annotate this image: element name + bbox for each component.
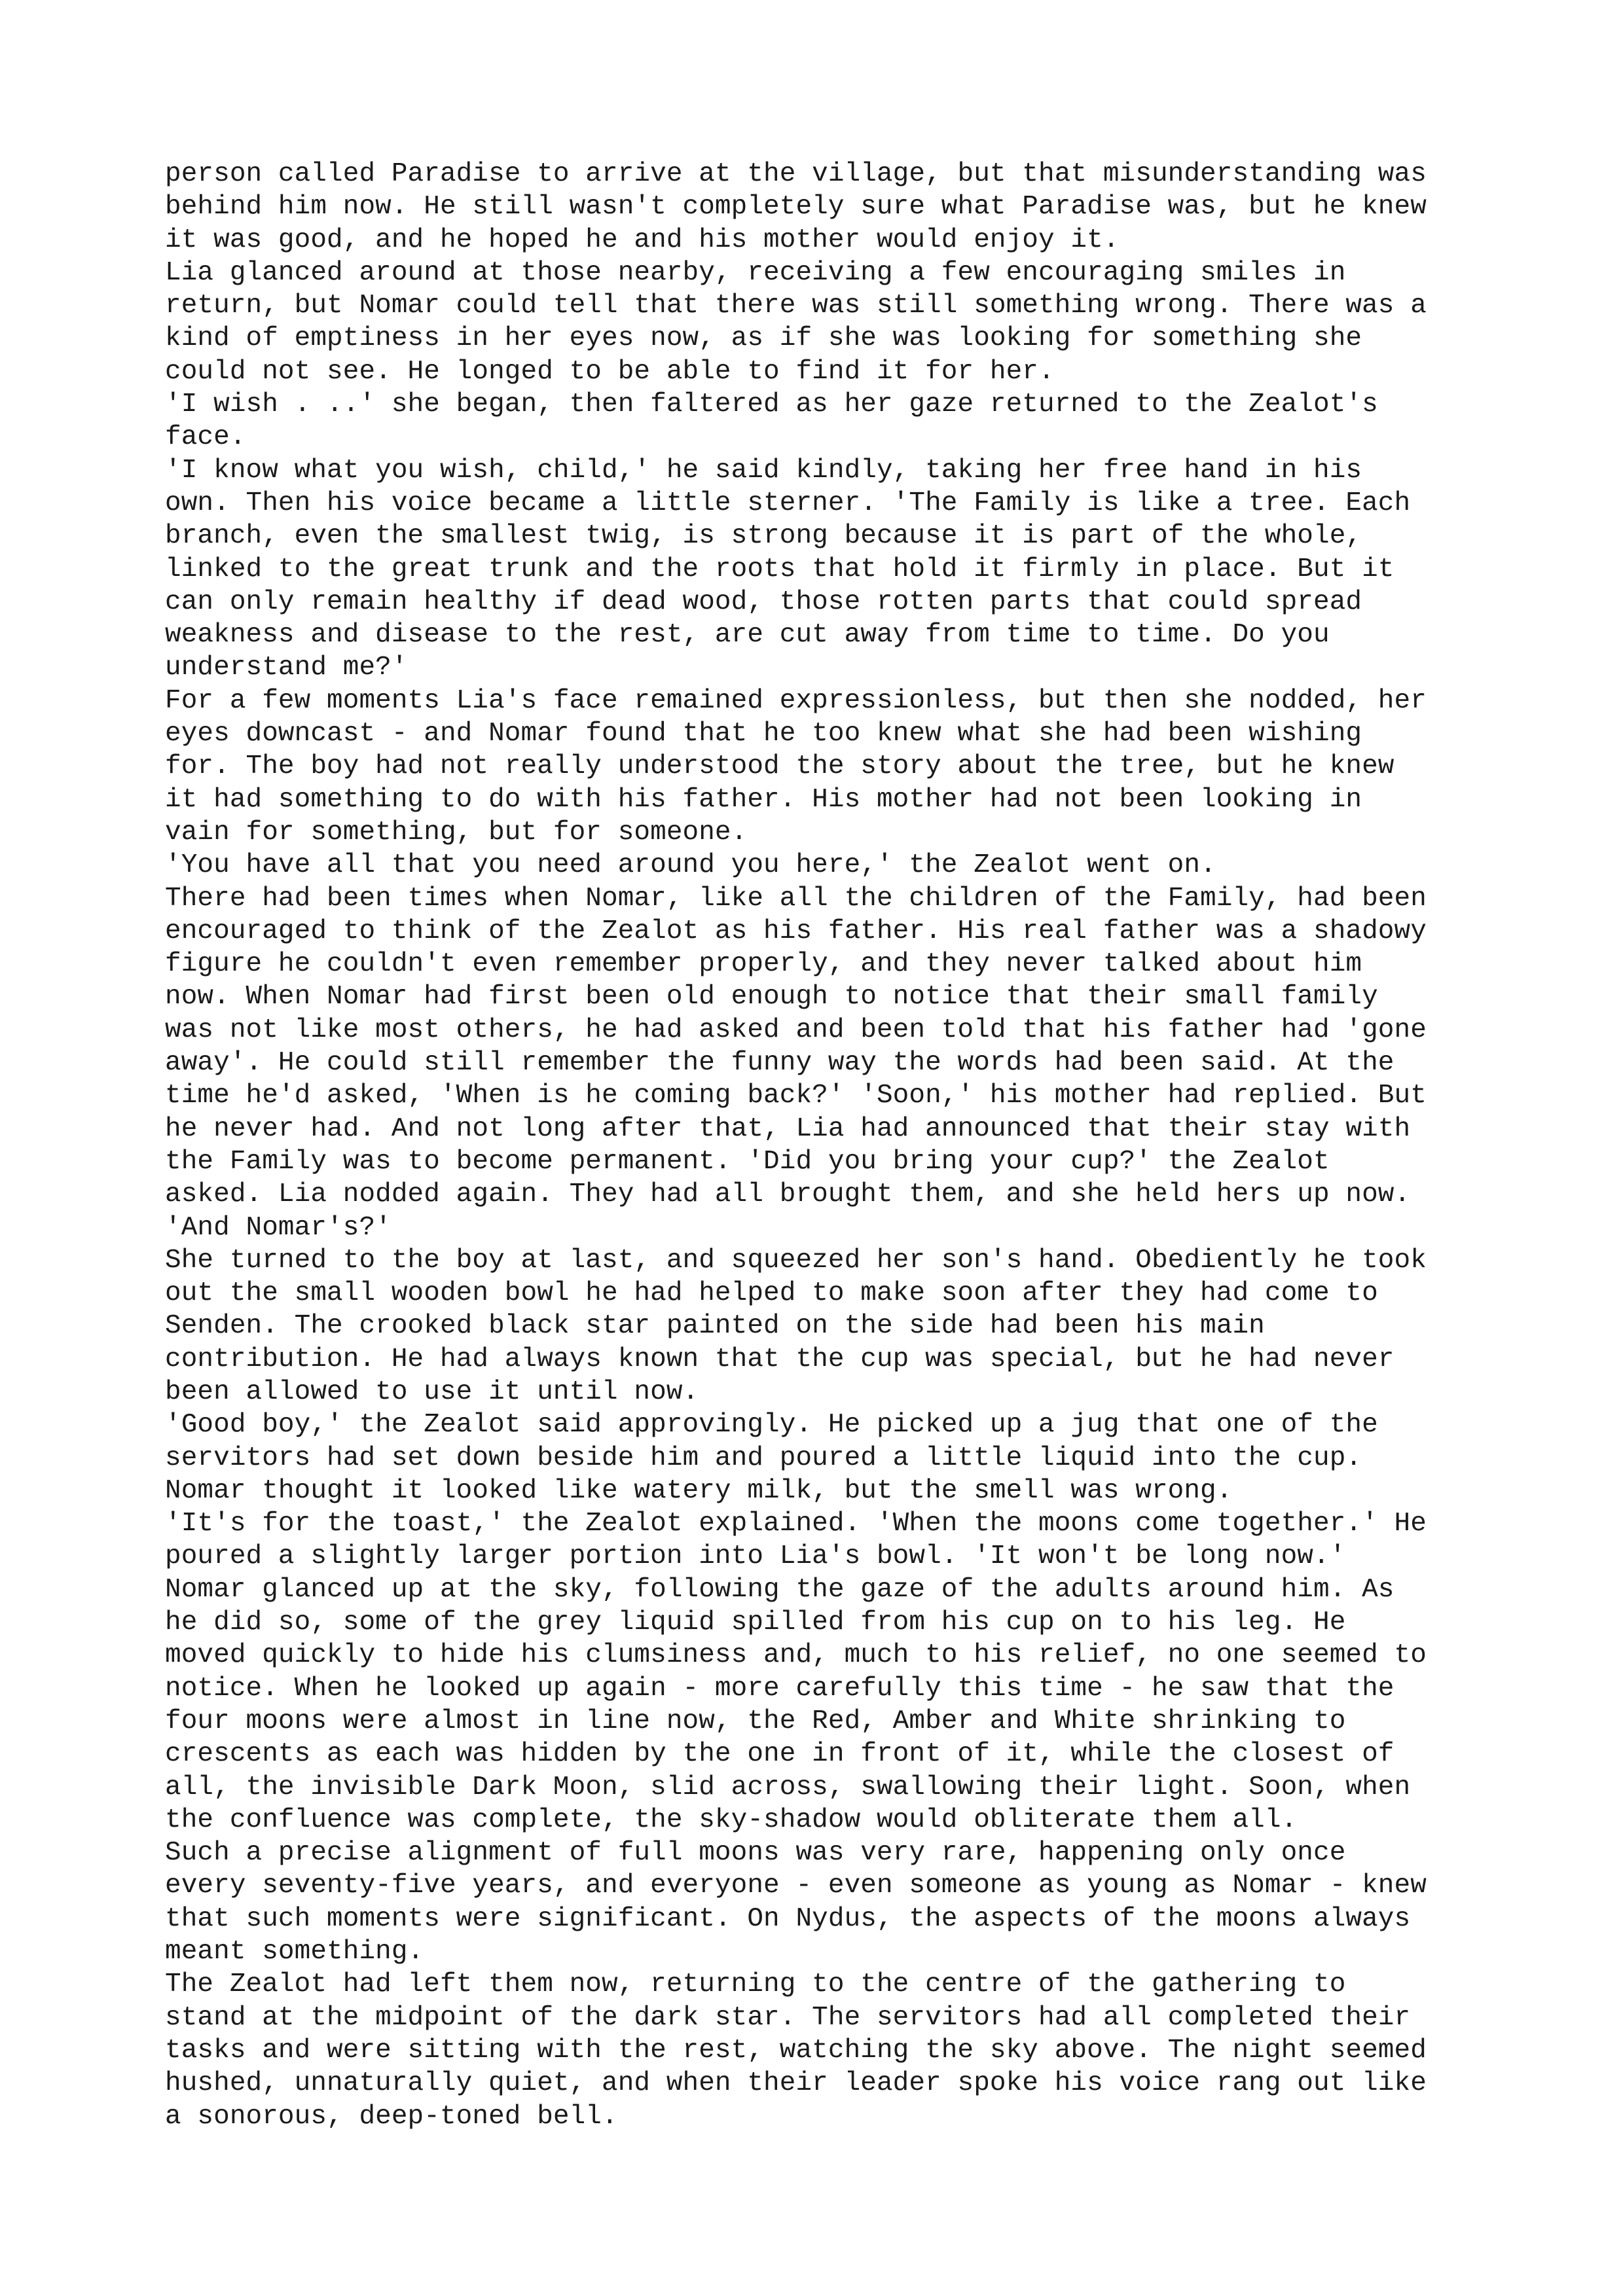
text-line: 'It's for the toast,' the Zealot explained. 'When the moons come together.' He: [165, 1509, 1427, 1539]
text-line: was not like most others, he had asked and been told that his father had 'gone: [165, 1014, 1427, 1045]
text-line: the confluence was complete, the sky-shadow would obliterate them all.: [165, 1804, 1298, 1835]
text-line: 'And Nomar's?': [165, 1212, 392, 1243]
text-line: for. The boy had not really understood the story about the tree, but he knew: [165, 751, 1395, 782]
text-line: could not see. He longed to be able to find it for her.: [165, 356, 1055, 387]
text-line: There had been times when Nomar, like all the children of the Family, had been: [165, 883, 1427, 914]
text-line: can only remain healthy if dead wood, those rotten parts that could spread: [165, 586, 1362, 617]
text-line: it was good, and he hoped he and his mother would enjoy it.: [165, 224, 1120, 255]
text-line: Such a precise alignment of full moons was very rare, happening only once: [165, 1838, 1346, 1869]
text-line: notice. When he looked up again - more carefully this time - he saw that the: [165, 1673, 1395, 1704]
text-line: face.: [165, 422, 246, 453]
text-line: weakness and disease to the rest, are cut away from time to time. Do you: [165, 620, 1330, 651]
text-line: kind of emptiness in her eyes now, as if she was looking for something she: [165, 323, 1362, 354]
text-line: eyes downcast - and Nomar found that he too knew what she had been wishing: [165, 719, 1362, 749]
text-line: moved quickly to hide his clumsiness and, much to his relief, no one seemed to: [165, 1640, 1427, 1671]
text-line: that such moments were significant. On Nydus, the aspects of the moons always: [165, 1903, 1411, 1934]
body-text: [165, 158, 1474, 2133]
text-line: 'Good boy,' the Zealot said approvingly. He picked up a jug that one of the: [165, 1410, 1378, 1441]
text-line: 'I know what you wish, child,' he said kindly, taking her free hand in his: [165, 455, 1362, 486]
text-line: return, but Nomar could tell that there was still something wrong. There was a: [165, 291, 1427, 321]
text-line: Lia glanced around at those nearby, receiving a few encouraging smiles in: [165, 257, 1346, 288]
text-line: a sonorous, deep-toned bell.: [165, 2101, 618, 2132]
text-line: time he'd asked, 'When is he coming back?' 'Soon,' his mother had replied. But: [165, 1081, 1427, 1111]
text-line: meant something.: [165, 1937, 424, 1967]
text-line: The Zealot had left them now, returning to the centre of the gathering to: [165, 1969, 1346, 2000]
text-line: four moons were almost in line now, the Red, Amber and White shrinking to: [165, 1706, 1346, 1736]
text-line: Senden. The crooked black star painted on the side had been his main: [165, 1311, 1265, 1342]
text-line: out the small wooden bowl he had helped to make soon after they had come to: [165, 1278, 1378, 1309]
text-line: asked. Lia nodded again. They had all brought them, and she held hers up now.: [165, 1179, 1411, 1210]
text-line: tasks and were sitting with the rest, watching the sky above. The night seemed: [165, 2035, 1427, 2066]
text-line: stand at the midpoint of the dark star. The servitors had all completed their: [165, 2002, 1411, 2033]
text-line: branch, even the smallest twig, is strong because it is part of the whole,: [165, 521, 1362, 552]
text-line: hushed, unnaturally quiet, and when their leader spoke his voice rang out like: [165, 2068, 1427, 2099]
text-line: it had something to do with his father. His mother had not been looking in: [165, 784, 1362, 815]
text-line: 'You have all that you need around you here,' the Zealot went on.: [165, 850, 1216, 881]
text-line: now. When Nomar had first been old enough to notice that their small family: [165, 982, 1378, 1013]
text-line: Nomar glanced up at the sky, following the gaze of the adults around him. As: [165, 1574, 1395, 1605]
text-line: been allowed to use it until now.: [165, 1376, 699, 1407]
text-line: all, the invisible Dark Moon, slid across, swallowing their light. Soon, when: [165, 1772, 1411, 1803]
text-line: crescents as each was hidden by the one in front of it, while the closest of: [165, 1739, 1395, 1770]
text-line: For a few moments Lia's face remained expressionless, but then she nodded, her: [165, 685, 1427, 716]
text-line: he never had. And not long after that, Lia had announced that their stay with: [165, 1113, 1411, 1144]
text-line: She turned to the boy at last, and squeezed her son's hand. Obediently he took: [165, 1245, 1427, 1276]
text-line: encouraged to think of the Zealot as his father. His real father was a shadowy: [165, 916, 1427, 946]
text-line: servitors had set down beside him and poured a little liquid into the cup.: [165, 1443, 1362, 1473]
text-line: person called Paradise to arrive at the village, but that misunderstanding was: [165, 159, 1427, 189]
text-line: own. Then his voice became a little sterner. 'The Family is like a tree. Each: [165, 488, 1411, 518]
text-line: behind him now. He still wasn't completely sure what Paradise was, but he knew: [165, 192, 1427, 223]
text-line: linked to the great trunk and the roots that hold it firmly in place. But it: [165, 554, 1395, 584]
text-line: away'. He could still remember the funny way the words had been said. At the: [165, 1048, 1395, 1079]
text-line: vain for something, but for someone.: [165, 817, 748, 848]
text-line: figure he couldn't even remember properly, and they never talked about him: [165, 949, 1362, 980]
text-line: every seventy-five years, and everyone - even someone as young as Nomar - knew: [165, 1871, 1427, 1901]
text-line: understand me?': [165, 653, 408, 683]
text-line: Nomar thought it looked like watery milk, but the smell was wrong.: [165, 1475, 1233, 1506]
text-line: 'I wish . ..' she began, then faltered as her gaze returned to the Zealot's: [165, 389, 1378, 420]
text-line: he did so, some of the grey liquid spilled from his cup on to his leg. He: [165, 1607, 1346, 1638]
text-line: the Family was to become permanent. 'Did you bring your cup?' the Zealot: [165, 1146, 1330, 1177]
text-line: contribution. He had always known that the cup was special, but he had never: [165, 1344, 1395, 1374]
text-line: poured a slightly larger portion into Lia's bowl. 'It won't be long now.': [165, 1541, 1346, 1572]
